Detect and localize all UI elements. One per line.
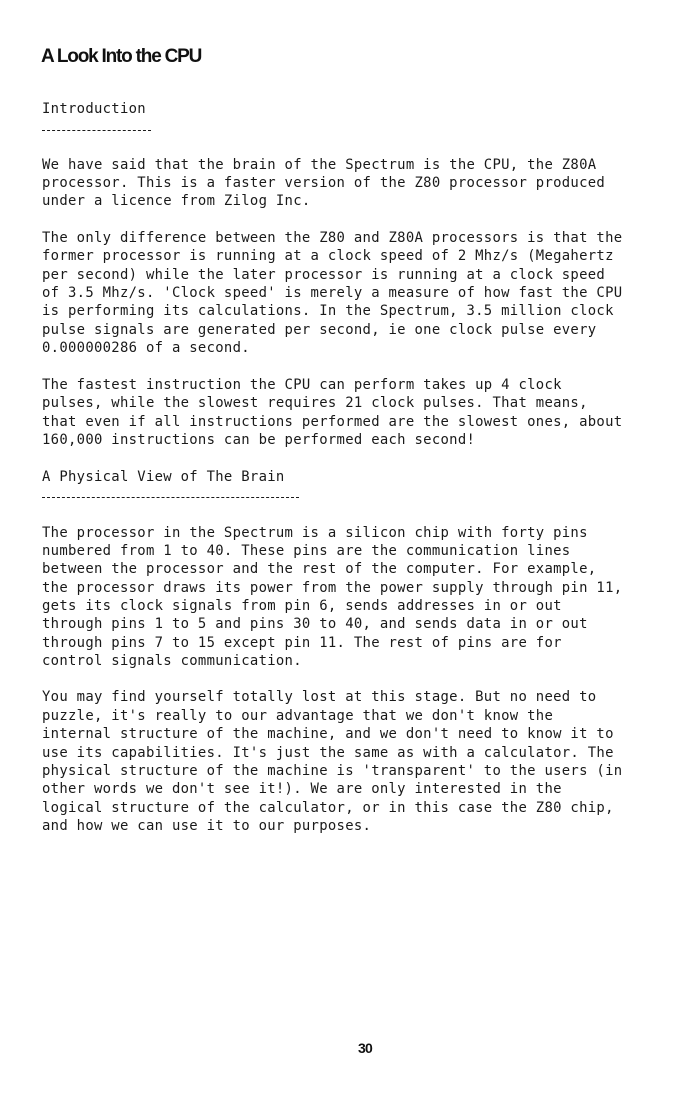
text-line: under a licence from Zilog Inc. xyxy=(42,193,311,209)
text-line: numbered from 1 to 40. These pins are the communication lines xyxy=(42,543,571,559)
text-line: The only difference between the Z80 and Z80A processors is that the xyxy=(42,230,623,246)
text-line: You may find yourself totally lost at this stage. But no need to xyxy=(42,689,597,705)
text-line: logical structure of the calculator, or in this case the Z80 chip, xyxy=(42,800,614,816)
text-line: use its capabilities. It's just the same as with a calculator. The xyxy=(42,745,614,761)
text-line: gets its clock signals from pin 6, sends addresses in or out xyxy=(42,598,562,614)
section-heading-physical-view: A Physical View of The Brain xyxy=(42,469,285,485)
text-line: 0.000000286 of a second. xyxy=(42,340,250,356)
text-line: between the processor and the rest of the computer. For example, xyxy=(42,561,597,577)
text-line: of 3.5 Mhz/s. 'Clock speed' is merely a measure of how fast the CPU xyxy=(42,285,623,301)
text-line: through pins 7 to 15 except pin 11. The rest of pins are for xyxy=(42,635,562,651)
text-line: pulse signals are generated per second, ie one clock pulse every xyxy=(42,322,597,338)
page-title: A Look Into the CPU xyxy=(41,46,202,67)
text-line: control signals communication. xyxy=(42,653,302,669)
text-line: physical structure of the machine is 'transparent' to the users (in xyxy=(42,763,623,779)
text-line: the processor draws its power from the power supply through pin 11, xyxy=(42,580,623,596)
text-line: The processor in the Spectrum is a silicon chip with forty pins xyxy=(42,525,588,541)
text-line: through pins 1 to 5 and pins 30 to 40, and sends data in or out xyxy=(42,616,588,632)
text-line: is performing its calculations. In the Spectrum, 3.5 million clock xyxy=(42,303,614,319)
text-line: per second) while the later processor is running at a clock speed xyxy=(42,267,606,283)
section-heading-underline xyxy=(42,130,151,132)
text-line: We have said that the brain of the Spectrum is the CPU, the Z80A xyxy=(42,157,597,173)
section-heading-underline xyxy=(42,497,299,499)
text-line: 160,000 instructions can be performed each second! xyxy=(42,432,476,448)
section-heading-introduction: Introduction xyxy=(42,101,146,117)
text-line: that even if all instructions performed are the slowest ones, about xyxy=(42,414,623,430)
text-line: former processor is running at a clock speed of 2 Mhz/s (Megahertz xyxy=(42,248,614,264)
text-line: and how we can use it to our purposes. xyxy=(42,818,372,834)
text-line: The fastest instruction the CPU can perform takes up 4 clock xyxy=(42,377,562,393)
text-line: pulses, while the slowest requires 21 clock pulses. That means, xyxy=(42,395,588,411)
text-line: puzzle, it's really to our advantage that we don't know the xyxy=(42,708,554,724)
text-line: internal structure of the machine, and we don't need to know it to xyxy=(42,726,614,742)
text-line: processor. This is a faster version of the Z80 processor produced xyxy=(42,175,606,191)
page-number: 30 xyxy=(358,1040,372,1056)
text-line: other words we don't see it!). We are only interested in the xyxy=(42,781,562,797)
